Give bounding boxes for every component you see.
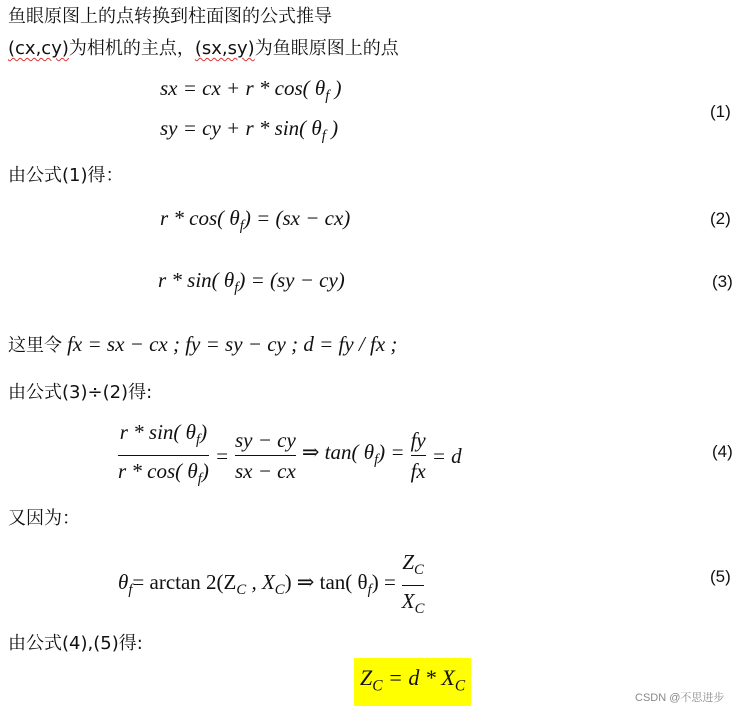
eq1-line2: sy = cy + r * sin( $\theta_f$ ) — [160, 116, 339, 145]
eq2: r * cos( $\theta_f) = (sx - cx)$ — [160, 206, 351, 235]
let-line: 这里令 fx = sx − cx ; fy = sy − cy ; d = fy / fx ; — [8, 332, 398, 356]
eq5-number: (5) — [710, 567, 731, 586]
intro-cxcy: (cx,cy) — [8, 38, 69, 59]
eq4-number: (4) — [712, 442, 733, 461]
eq5-frac: $\frac{Z_C}{X_C}$ — [401, 550, 425, 618]
eq5: $\theta_f$ = $\arctan 2(Z_C$ , $X_C$ ) ⇒ tan( $\theta_f$) = $\frac{Z_C}{X_C}$ — [118, 550, 424, 621]
eq3: r * sin( $\theta_f) = (sy - cy)$ — [158, 268, 345, 297]
from-eq3-div-eq2: 由公式(3)÷(2)得: — [8, 382, 153, 403]
intro-end: 为鱼眼原图上的点 — [254, 38, 399, 59]
because-line: 又因为： — [8, 508, 80, 529]
from-eq1: 由公式(1)得： — [8, 165, 124, 186]
csdn-watermark: CSDN @不思进步 — [635, 692, 725, 704]
eq4-frac-1: $\frac{r * \sin( \theta_f)}{r * \cos( \theta_f)}$ — [118, 420, 209, 488]
eq4: $\frac{r * \sin( \theta_f)}{r * \cos( \theta_f)}$ = $\frac{sy - cy}{sx - cx}$ ⇒ tan( $\theta_f$) = $\frac{fy}{fx}$ = d — [118, 420, 462, 491]
doc-title: 鱼眼原图上的点转换到柱面图的公式推导 — [8, 6, 332, 27]
eq2-number: (2) — [710, 209, 731, 228]
intro-mid: 为相机的主点， — [68, 38, 195, 59]
eq1-line1: sx = cx + r * cos( $\theta_f$ ) — [160, 76, 342, 105]
intro-line — [8, 38, 399, 60]
eq1-number: (1) — [710, 102, 731, 121]
from-eq4-eq5: 由公式(4),(5)得: — [8, 633, 143, 654]
final-result: $Z_C = d * X_C$ — [354, 658, 471, 706]
eq4-frac-3: $\frac{fy}{fx}$ — [410, 428, 426, 484]
eq4-frac-2: $\frac{sy - cy}{sx - cx}$ — [235, 428, 296, 484]
eq3-number: (3) — [712, 272, 733, 291]
intro-sxsy: (sx,sy) — [194, 38, 255, 59]
